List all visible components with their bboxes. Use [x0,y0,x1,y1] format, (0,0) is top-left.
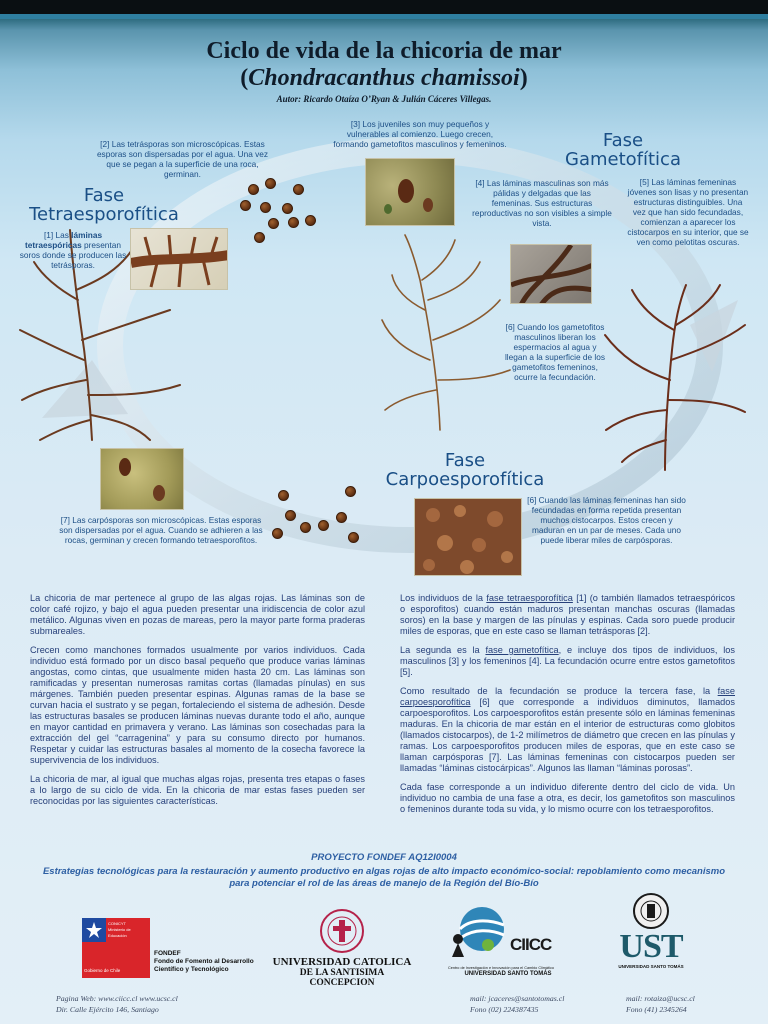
phase-carposporophyte-label: Fase Carpoesporofítica [385,450,545,490]
link-carpo-phase: fase carpoesporofítica [400,686,735,707]
text-span: Los individuos de la [400,593,487,603]
conicyt-ministry: Ministerio de Educación [108,927,131,938]
caption-1 [18,230,128,270]
ucsc-seal-icon [319,908,365,954]
conicyt-text: CONICYT [108,921,126,926]
ciicc-ust: UNIVERSIDAD SANTO TOMÁS [464,971,552,977]
caption-2: [2] Las tetrásporas son microscópicas. Estas esporas son dispersadas por el agua. Una vez que se pegan a la superficie de una roca, germinan. [96,139,269,179]
ust-logo [615,892,687,969]
caption-6b: [6] Cuando las láminas femeninas han sido fecundadas en forma repetida presentan muchos cistocarpos. Estos crecen y maduran en un par de meses. Cada uno puede liberar miles de carpósporas. [527,495,686,545]
carpospore [278,490,289,501]
ciicc-desc: Centro de Investigación e Innovación para el Cambio Climático [448,966,554,970]
footer-mail-1: mail: jcaceres@santotomas.cl [470,994,565,1003]
carpospore [345,486,356,497]
phase-gametophyte-label: Fase Gametofítica [565,130,681,170]
caption-1-bold: láminas tetraespóricas [25,230,103,250]
tetraspore [282,203,293,214]
right-paragraph-2 [400,645,735,678]
caption-1-post: presentan soros donde se producen las tetrásporas. [19,240,127,270]
caption-3: [3] Los juveniles son muy pequeños y vulnerables al comienzo. Luego crecen, formando gametofitos masculinos y femeninos. [333,119,507,149]
carpospore [348,532,359,543]
male-gametophyte-plant [382,235,510,430]
gobierno-block [82,942,150,978]
tetraspore [305,215,316,226]
left-paragraph-1: La chicoria de mar pertenece al grupo de las algas rojas. Las láminas son de color café rojizo, y bajo el agua pueden presentar una iridiscencia de color azul metálico. Algunas viven en pozas de mareas, pero la mayor parte forma praderas submareales. [30,593,365,636]
footer-web [56,993,296,1015]
carpospore [300,522,311,533]
footer-address: Dir. Calle Ejército 146, Santiago [56,1005,159,1014]
carpospore [318,520,329,531]
text-span: Como resultado de la fecundación se produce la tercera fase, la [400,686,718,696]
tetraspore [260,202,271,213]
footer-contact-2 [626,993,746,1015]
star-icon [82,918,106,942]
photo-illustration [415,499,522,576]
ciicc-logo [448,905,568,977]
text-span: [6] que corresponde a individuos diminutos, llamados carpoesporofitos. Los carpoesporofitos están presente sólo en láminas femeninas maduras. En la chicoria de mar están en el interior de estructuras como globitos (llamados cistocarpos), de 1-2 milímetros de diámetro que crecen en las pínulas y ramas. Los carpoesporofitos producen miles de esporas, que en este caso se llaman carpósporas [7]. Las láminas femeninas con cistocarpos pueden ser llamadas “láminas cistocárpicas”. Algunos las llaman “láminas porosas”. [400,697,735,773]
tetraspore [268,218,279,229]
project-line-2: para potenciar el rol de las áreas de manejo de la Región del Bío-Bío [229,878,539,889]
caption-7: [7] Las carpósporas son microscópicas. Estas esporas son dispersadas por el agua. Cuando se adhieren a las rocas, germinan y crecen formando tetraesporofitos. [59,515,263,545]
ciicc-waves-icon [448,905,512,959]
poster-title: Ciclo de vida de la chicoria de mar [206,38,562,64]
footer-web-text: Pagina Web: www.ciicc.cl www.ucsc.cl [56,994,178,1003]
tetraspore [248,184,259,195]
text-span: La segunda es la [400,645,486,655]
caption-4: [4] Las láminas masculinas son más pálidas y delgadas que las femeninas. Sus estructuras reproductivas no son visibles a simple vista. [472,178,612,228]
left-text-column [30,593,365,815]
tetraspore [293,184,304,195]
left-paragraph-3: La chicoria de mar, al igual que muchas algas rojas, presenta tres etapas o fases a lo largo de su ciclo de vida. En la chicoria de mar estas fases pueden ser reconocidas por las siguientes características. [30,774,365,806]
tetrasporic-blade-photo [130,228,228,290]
tetraspore [288,217,299,228]
right-paragraph-4: Cada fase corresponde a un individuo diferente dentro del ciclo de vida. Un individuo no cambia de una fase a otra, es decir, los gametofitos son masculinos o femeninos durante toda su vida, y lo mismo ocurre con los tetraesporofitos. [400,782,735,814]
fondef-name: FONDEF [154,950,181,957]
link-gameto-phase: fase gametofítica [485,645,559,655]
conicyt-blue-block [82,918,106,942]
cystocarp-photo [414,498,522,576]
photo-illustration [101,449,184,510]
footer-contact-1 [470,993,610,1015]
footer-phone-1: Fono (02) 224387435 [470,1005,539,1014]
right-paragraph-1 [400,593,735,637]
ust-name: UST [619,928,683,965]
photo-illustration [131,229,228,290]
fondef-desc-2: Científico y Tecnológico [154,966,229,973]
gobierno-text: Gobierno de Chile [84,968,121,973]
left-paragraph-2: Crecen como manchones formados usualmente por varios individuos. Cada individuo está formado por un disco basal pequeño que produce varias láminas angostas, como cintas, que usualmente miden hasta 20 cm. Las láminas son ramificadas y presentan numerosas ramitas cortas (llamadas pínulas) en sus márgenes. También pueden presentar espinas. Algunas ramas de la base se curvan hacia el sustrato y se pegan, fortaleciendo el sistema de adhesión. Desde las estructuras basales se producen láminas nuevas durante todo el año, aunque en mayor cantidad en primavera y verano. Las láminas son cosechadas para la extracción del gel “carragenina” y para su consumo directo por humanos. Respetar y cuidar las estructuras basales al momento de la cosecha favorece la supervivencia de los individuos. [30,645,365,765]
ucsc-name-2: DE LA SANTISIMA CONCEPCION [299,968,385,988]
tetraspore [240,200,251,211]
ust-desc: UNIVERSIDAD SANTO TOMÁS [618,964,684,969]
conicyt-logo [82,918,150,978]
footer-mail-2: mail: rotaiza@ucsc.cl [626,994,695,1003]
photo-illustration [366,159,455,226]
carpospore [272,528,283,539]
right-text-column [400,593,735,823]
right-paragraph-3 [400,686,735,774]
authors: Autor: Ricardo Otaíza O’Ryan & Julián Cáceres Villegas. [276,94,492,104]
fondef-text [154,950,274,974]
carpospore [285,510,296,521]
paren-close: ) [519,65,528,91]
tetraspore [254,232,265,243]
project-block [0,852,768,890]
fondef-desc-1: Fondo de Fomento al Desarrollo [154,958,254,965]
carpospore [336,512,347,523]
male-blade-photo [510,244,592,304]
tetraspore [265,178,276,189]
ucsc-logo [272,908,412,988]
link-tetra-phase: fase tetraesporofítica [486,593,573,603]
ciicc-name: CIICC [510,935,552,954]
carpospore-photo [100,448,184,510]
text-span: [1] (o también llamados tetraespóricos o esporofitos) cuando están maduros presentan manchas oscuras (llamadas soros) en la base y margen de las pínulas y espinas. Cada soro puede producir miles de esporas, que en este caso se llaman tetrásporas [2]. [400,593,735,636]
footer-phone-2: Fono (41) 2345264 [626,1005,687,1014]
ucsc-name-1: UNIVERSIDAD CATOLICA [272,956,412,968]
project-title: PROYECTO FONDEF AQ12I0004 [311,852,457,863]
caption-5: [5] Las láminas femeninas jóvenes son lisas y no presentan estructuras distinguibles. Una vez que han sido fecundadas, comienzan a aparecer los cistocarpos en su interior, que se ven como pelotitas oscuras. [627,177,749,247]
text-span: , e incluye dos tipos de individuos, los masculinos [3] y los femeninos [4]. La fecundación ocurre entre estos gametofitos [5]. [400,645,735,677]
paren-open: ( [240,65,249,91]
caption-1-pre: [1] Las [43,230,72,240]
caption-6a: [6] Cuando los gametofitos masculinos liberan los espermacios al agua y llegan a la superficie de los gametofitos femeninos, ocurre la fecundación. [504,322,606,382]
phase-tetrasporophyte-label: Fase Tetraesporofítica [29,185,179,225]
photo-illustration [511,245,592,304]
juvenile-photo [365,158,455,226]
ust-seal-icon [632,892,670,930]
project-line-1: Estrategias tecnológicas para la restauración y aumento productivo en algas rojas de alto impacto económico-social: repoblamiento como mecanismo [42,866,726,877]
scientific-name: Chondracanthus chamissoi [248,65,520,91]
conicyt-red-block [106,918,150,942]
